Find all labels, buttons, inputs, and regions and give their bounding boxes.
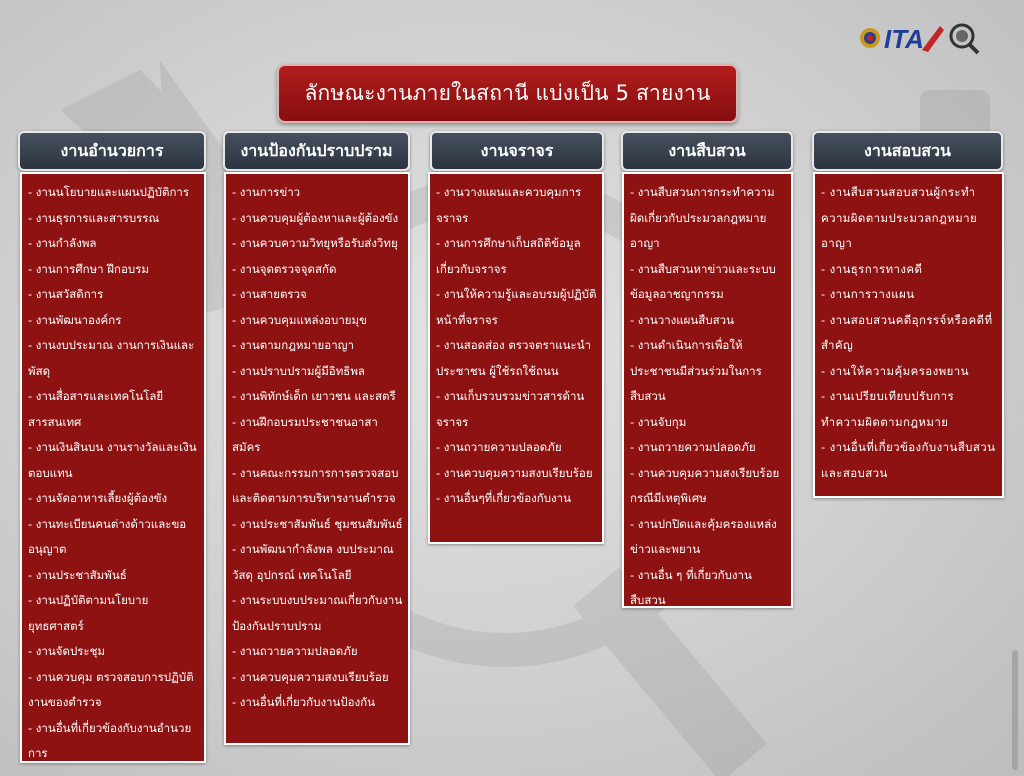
list-item: - งานสอดส่อง ตรวจตราแนะนำประชาชน ผู้ใช้รถใช้ถนน (436, 338, 592, 378)
list-item: - งานปฏิบัติตามนโยบายยุทธศาสตร์ (28, 593, 149, 633)
list-item: - งานการวางแผน (821, 287, 915, 301)
police-emblem-icon (860, 28, 880, 48)
list-item: - งานประชาสัมพันธ์ (28, 567, 127, 582)
list-item: - งานควบความวิทยุหรือรับส่งวิทยุ (232, 236, 398, 250)
list-item: - งานสอบสวนคดีอุกรรจ์หรือคดีที่สำคัญ (821, 312, 993, 352)
list-item: - งานควบคุมความสงเรียบร้อยกรณีมีเหตุพิเศษ (630, 465, 780, 505)
list-item: - งานพิทักษ์เด็ก เยาวชน และสตรี (232, 389, 396, 403)
column-panel-crime-prevention (224, 172, 410, 745)
column-panel-investigation (622, 172, 793, 608)
list-item: - งานให้ความคุ้มครองพยาน (821, 363, 969, 378)
list-item: - งานอื่นๆที่เกี่ยวข้องกับงาน (436, 491, 571, 505)
list-item: - งานปราบปรามผู้มีอิทธิพล (232, 363, 365, 378)
list-item: - งานควบคุม ตรวจสอบการปฏิบัติงานของตำรวจ (28, 669, 194, 709)
list-item: - งานตามกฎหมายอาญา (232, 338, 354, 352)
list-item: - งานสื่อสารและเทคโนโลยีสารสนเทศ (28, 389, 164, 429)
list-item: - งานสวัสดิการ (28, 287, 104, 301)
list-item: - งานจุดตรวจจุดสกัด (232, 261, 337, 276)
list-item: - งานประชาสัมพันธ์ ชุมชนสัมพันธ์ (232, 516, 403, 531)
list-item: - งานอื่น ๆ ที่เกี่ยวกับงานสืบสวน (630, 567, 752, 607)
list-item: - งานถวายความปลอดภัย (436, 440, 562, 454)
column-header-administration (18, 131, 206, 171)
ita-logo (858, 18, 982, 58)
list-item: - งานเปรียบเทียบปรับการทำความผิดตามกฎหมาย (821, 389, 955, 429)
list-item: - งานจัดอาหารเลี้ยงผู้ต้องขัง (28, 491, 168, 505)
list-item: - งานควบคุมแหล่งอบายมุข (232, 312, 367, 327)
list-item: - งานเก็บรวบรวมข่าวสารด้านจราจร (436, 389, 585, 429)
list-item: - งานอื่นที่เกี่ยวกับงานป้องกัน (232, 695, 376, 709)
column-header-inquiry (812, 131, 1003, 171)
list-item: - งานธุรการทางคดี (821, 261, 923, 276)
list-item: - งานวางแผนและควบคุมการจราจร (436, 185, 582, 225)
list-item: - งานสายตรวจ (232, 287, 307, 301)
column-header-crime-prevention (223, 131, 410, 171)
column-header-traffic (430, 131, 604, 171)
svg-text:ITA: ITA (884, 24, 924, 54)
list-item: - งานจับกุม (630, 414, 687, 429)
list-item: - งานถวายความปลอดภัย (232, 644, 358, 658)
list-item: - งานเงินสินบน งานรางวัลและเงินตอบแทน (28, 440, 197, 480)
list-item: - งานฝึกอบรมประชาชนอาสาสมัคร (232, 414, 378, 454)
list-item: - งานสืบสวนการกระทำความผิดเกี่ยวกับประมวลกฎหมายอาญา (630, 185, 775, 250)
column-title: งานป้องกันปราบปราม (240, 140, 393, 160)
scrollbar[interactable] (1012, 650, 1018, 770)
list-item: - งานควบคุมผู้ต้องหาและผู้ต้องขัง (232, 210, 399, 225)
list-item: - งานการศึกษาเก็บสถิติข้อมูลเกี่ยวกับจราจร (436, 236, 581, 276)
column-title: งานอำนวยการ (60, 140, 164, 160)
list-item: - งานการข่าว (232, 185, 301, 199)
list-item: - งานสืบสวนหาข่าวและระบบข้อมูลอาชญากรรม (630, 261, 776, 301)
magnifier-icon (951, 25, 978, 53)
column-panel-traffic (428, 172, 604, 544)
list-item: - งานคณะกรรมการการตรวจสอบและติดตามการบริหารงานตำรวจ (232, 465, 399, 505)
list-item: - งานควบคุมความสงบเรียบร้อย (436, 465, 593, 480)
list-item: - งานดำเนินการเพื่อให้ประชาชนมีส่วนร่วมในการสืบสวน (630, 338, 762, 403)
list-item: - งานอื่นที่เกี่ยวข้องกับงานสืบสวนและสอบสวน (821, 440, 996, 480)
column-panel-inquiry (813, 172, 1004, 498)
list-item: - งานให้ความรู้และอบรมผู้ปฏิบัติหน้าที่จราจร (436, 287, 597, 327)
list-item: - งานจัดประชุม (28, 644, 105, 658)
list-item: - งานควบคุมความสงบเรียบร้อย (232, 669, 389, 684)
list-item: - งานอื่นที่เกี่ยวข้องกับงานอำนวยการ (28, 720, 192, 760)
page-title: ลักษณะงานภายในสถานี แบ่งเป็น 5 สายงาน (304, 81, 711, 105)
list-item: - งานปกปิดและคุ้มครองแหล่งข่าวและพยาน (630, 516, 777, 556)
list-item: - งานสืบสวนสอบสวนผู้กระทำความผิดตามประมวลกฎหมายอาญา (821, 185, 978, 250)
list-item: - งานธุรการและสารบรรณ (28, 210, 160, 225)
list-item: - งานพัฒนาองค์กร (28, 312, 122, 327)
list-item: - งานการศึกษา ฝึกอบรม (28, 261, 149, 276)
list-item: - งานถวายความปลอดภัย (630, 440, 756, 454)
list-item: - งานนโยบายและแผนปฏิบัติการ (28, 185, 190, 199)
list-item: - งานวางแผนสืบสวน (630, 312, 734, 327)
column-title: งานสืบสวน (668, 140, 746, 160)
title-banner (277, 64, 738, 123)
column-panel-administration (20, 172, 206, 763)
column-title: งานจราจร (480, 140, 554, 160)
list-item: - งานพัฒนากำลังพล งบประมาณ วัสดุ อุปกรณ์ เทคโนโลยี (232, 542, 394, 582)
column-title: งานสอบสวน (864, 140, 951, 160)
list-item: - งานทะเบียนคนต่างด้าวและขออนุญาต (28, 516, 187, 556)
column-header-investigation (621, 131, 793, 171)
list-item: - งานกำลังพล (28, 236, 97, 250)
list-item: - งานงบประมาณ งานการเงินและพัสดุ (28, 338, 195, 378)
list-item: - งานระบบงบประมาณเกี่ยวกับงานป้องกันปราบปราม (232, 593, 403, 633)
